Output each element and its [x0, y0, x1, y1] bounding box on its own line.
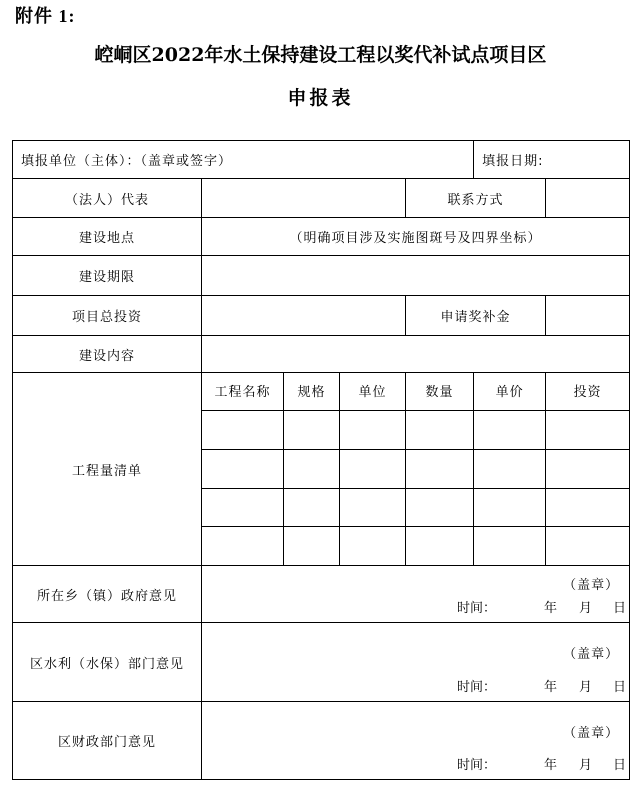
cell[interactable]: [474, 489, 546, 527]
cell[interactable]: [546, 411, 630, 450]
cell[interactable]: [284, 489, 340, 527]
quantity-header-investment: 投资: [546, 373, 630, 411]
cell[interactable]: [284, 450, 340, 489]
row-finance-dept-opinion: [13, 702, 630, 780]
period-value[interactable]: [202, 256, 630, 296]
period-label: 建设期限: [13, 256, 202, 296]
row-content: [13, 336, 630, 373]
cell[interactable]: [474, 450, 546, 489]
water-dept-opinion-field[interactable]: [202, 623, 630, 702]
subsidy-request-value[interactable]: [546, 296, 630, 336]
cell[interactable]: [202, 527, 284, 566]
cell[interactable]: [202, 450, 284, 489]
location-label: 建设地点: [13, 218, 202, 256]
date-line: 时间： 年 月 日: [457, 601, 627, 616]
location-hint[interactable]: （明确项目涉及实施图斑号及四界坐标）: [202, 218, 630, 256]
document-title: 崆峒区2022年水土保持建设工程以奖代补试点项目区: [94, 44, 547, 66]
total-investment-value[interactable]: [202, 296, 406, 336]
content-label: 建设内容: [13, 336, 202, 373]
legal-rep-value[interactable]: [202, 179, 406, 218]
content-value[interactable]: [202, 336, 630, 373]
cell[interactable]: [340, 411, 406, 450]
row-quantity-header: [13, 373, 630, 411]
date-line: 时间： 年 月 日: [457, 680, 627, 695]
cell[interactable]: [546, 527, 630, 566]
quantity-header-qty: 数量: [406, 373, 474, 411]
seal-note: （盖章）: [563, 647, 620, 662]
cell[interactable]: [406, 411, 474, 450]
cell[interactable]: [546, 489, 630, 527]
quantity-header-unit: 单位: [340, 373, 406, 411]
cell[interactable]: [202, 489, 284, 527]
quantity-header-price: 单价: [474, 373, 546, 411]
township-opinion-field[interactable]: [202, 566, 630, 623]
quantity-header-name: 工程名称: [202, 373, 284, 411]
township-opinion-label: 所在乡（镇）政府意见: [13, 566, 202, 623]
finance-dept-opinion-field[interactable]: [202, 702, 630, 780]
row-legal-rep: [13, 179, 630, 218]
finance-dept-opinion-label: 区财政部门意见: [13, 702, 202, 780]
cell[interactable]: [474, 411, 546, 450]
cell[interactable]: [202, 411, 284, 450]
document-subtitle: 申报表: [287, 87, 354, 109]
row-period: [13, 256, 630, 296]
total-investment-label: 项目总投资: [13, 296, 202, 336]
cell[interactable]: [406, 527, 474, 566]
cell[interactable]: [284, 527, 340, 566]
row-investment: [13, 296, 630, 336]
subsidy-request-label: 申请奖补金: [406, 296, 546, 336]
cell[interactable]: [284, 411, 340, 450]
cell[interactable]: [340, 450, 406, 489]
legal-rep-label: （法人）代表: [13, 179, 202, 218]
quantity-list-label: 工程量清单: [13, 373, 202, 566]
reporting-date-label: 填报日期:: [474, 141, 630, 179]
date-line: 时间： 年 月 日: [457, 758, 627, 773]
contact-value[interactable]: [546, 179, 630, 218]
application-form-table: [12, 140, 630, 780]
row-reporting-unit: [13, 141, 630, 179]
row-water-dept-opinion: [13, 623, 630, 702]
quantity-header-spec: 规格: [284, 373, 340, 411]
contact-label: 联系方式: [406, 179, 546, 218]
row-location: [13, 218, 630, 256]
row-township-opinion: [13, 566, 630, 623]
attachment-label: 附件 1:: [15, 6, 76, 26]
cell[interactable]: [546, 450, 630, 489]
cell[interactable]: [340, 527, 406, 566]
seal-note: （盖章）: [563, 726, 620, 741]
seal-note: （盖章）: [563, 578, 620, 593]
cell[interactable]: [406, 450, 474, 489]
cell[interactable]: [340, 489, 406, 527]
water-dept-opinion-label: 区水利（水保）部门意见: [13, 623, 202, 702]
cell[interactable]: [406, 489, 474, 527]
cell[interactable]: [474, 527, 546, 566]
reporting-unit-label: 填报单位（主体）：（盖章或签字）: [13, 141, 474, 179]
